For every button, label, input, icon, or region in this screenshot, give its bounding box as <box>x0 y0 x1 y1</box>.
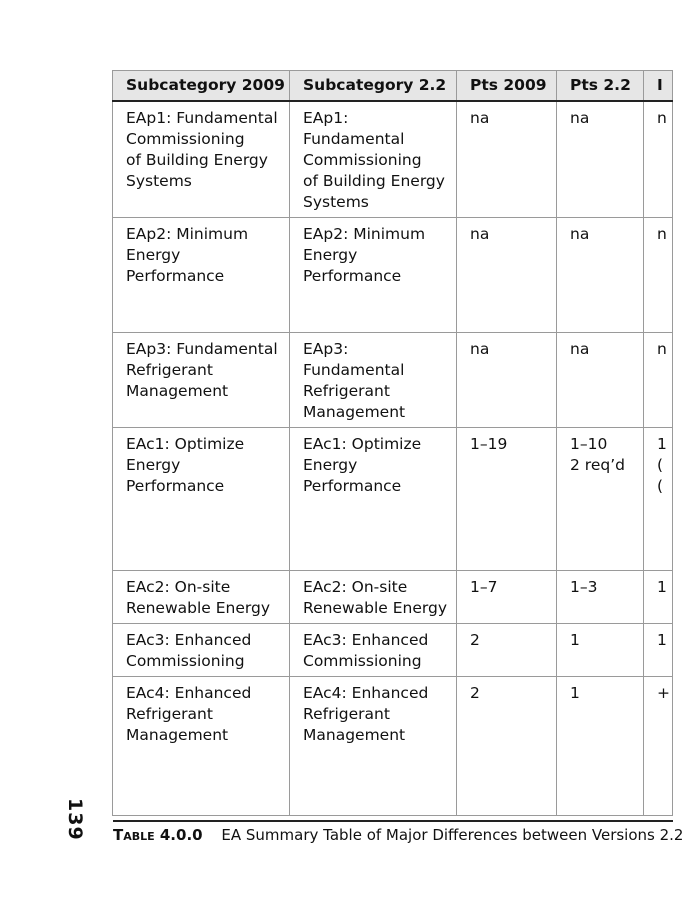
cell-subcategory-2-2: EAc1: Optimize Energy Performance <box>290 428 457 571</box>
cell-pts-2-2: 1–10 2 req’d <box>557 428 644 571</box>
cell-clipped: 1 <box>644 571 673 624</box>
table-header-row <box>113 71 673 102</box>
header-pts-2-2: Pts 2.2 <box>557 71 644 102</box>
cell-pts-2009: 1–7 <box>457 571 557 624</box>
cell-subcategory-2009: EAp1: Fundamental Commissioning of Building Energy Systems <box>113 101 290 218</box>
cell-clipped: n <box>644 218 673 333</box>
cell-pts-2009: 2 <box>457 677 557 816</box>
cell-pts-2009: 2 <box>457 624 557 677</box>
cell-clipped: 1 <box>644 624 673 677</box>
cell-pts-2009: na <box>457 218 557 333</box>
cell-subcategory-2009: EAc2: On-site Renewable Energy <box>113 571 290 624</box>
cell-pts-2009: na <box>457 333 557 428</box>
cell-subcategory-2-2: EAp2: Minimum Energy Performance <box>290 218 457 333</box>
cell-pts-2-2: 1–3 <box>557 571 644 624</box>
cell-pts-2-2: 1 <box>557 624 644 677</box>
cell-pts-2-2: na <box>557 218 644 333</box>
cell-clipped: n <box>644 333 673 428</box>
summary-table <box>112 70 673 816</box>
cell-pts-2-2: na <box>557 101 644 218</box>
cell-subcategory-2009: EAp2: Minimum Energy Performance <box>113 218 290 333</box>
cell-subcategory-2009: EAc4: Enhanced Refrigerant Management <box>113 677 290 816</box>
cell-pts-2-2: na <box>557 333 644 428</box>
header-subcategory-2009: Subcategory 2009 <box>113 71 290 102</box>
summary-table-container <box>112 70 672 816</box>
table-row <box>113 571 673 624</box>
cell-subcategory-2-2: EAc4: Enhanced Refrigerant Management <box>290 677 457 816</box>
table-row <box>113 428 673 571</box>
table-row <box>113 333 673 428</box>
cell-subcategory-2-2: EAc3: Enhanced Commissioning <box>290 624 457 677</box>
table-caption-text: EA Summary Table of Major Differences between Versions 2.2 <box>221 826 683 844</box>
cell-clipped: n <box>644 101 673 218</box>
cell-pts-2009: na <box>457 101 557 218</box>
table-row <box>113 624 673 677</box>
table-caption <box>113 820 683 844</box>
table-row <box>113 101 673 218</box>
cell-subcategory-2009: EAp3: Fundamental Refrigerant Management <box>113 333 290 428</box>
cell-pts-2-2: 1 <box>557 677 644 816</box>
table-caption-label: Table 4.0.0 <box>113 826 203 844</box>
cell-subcategory-2009: EAc3: Enhanced Commissioning <box>113 624 290 677</box>
header-clipped: I <box>644 71 673 102</box>
header-pts-2009: Pts 2009 <box>457 71 557 102</box>
cell-clipped: 1 ( ( <box>644 428 673 571</box>
page-number: 139 <box>64 798 86 841</box>
cell-pts-2009: 1–19 <box>457 428 557 571</box>
cell-subcategory-2-2: EAp1: Fundamental Commissioning of Building Energy Systems <box>290 101 457 218</box>
table-row <box>113 677 673 816</box>
table-row <box>113 218 673 333</box>
cell-subcategory-2-2: EAc2: On-site Renewable Energy <box>290 571 457 624</box>
cell-subcategory-2009: EAc1: Optimize Energy Performance <box>113 428 290 571</box>
cell-subcategory-2-2: EAp3: Fundamental Refrigerant Management <box>290 333 457 428</box>
header-subcategory-2-2: Subcategory 2.2 <box>290 71 457 102</box>
cell-clipped: + <box>644 677 673 816</box>
